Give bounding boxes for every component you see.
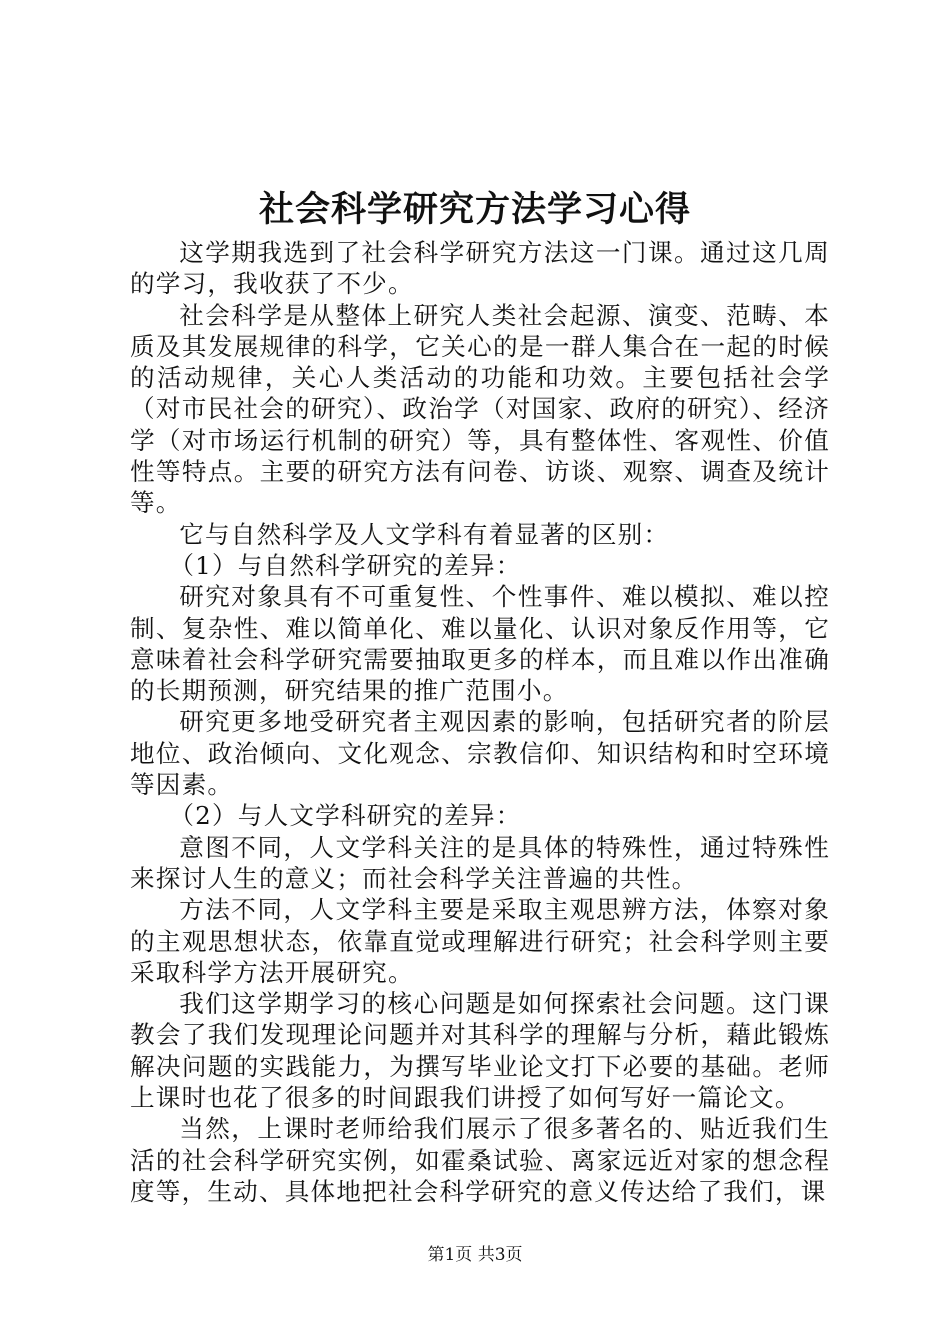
paragraph: 研究更多地受研究者主观因素的影响，包括研究者的阶层地位、政治倾向、文化观念、宗教信仰、知识结构和时空环境等因素。 [130, 707, 830, 800]
paragraph: 它与自然科学及人文学科有着显著的区别： [179, 519, 670, 549]
document-body [130, 237, 830, 1207]
document-title: 社会科学研究方法学习心得 [258, 189, 691, 230]
paragraph: 方法不同，人文学科主要是采取主观思辨方法，体察对象的主观思想状态，依靠直觉或理解进行研究；社会科学则主要采取科学方法开展研究。 [130, 895, 830, 987]
paragraph: 社会科学是从整体上研究人类社会起源、演变、范畴、本质及其发展规律的科学，它关心的是一群人集合在一起的时候的活动规律，关心人类活动的功能和功效。主要包括社会学（对市民社会的研究）、政治学（对国家、政府的研究）、经济学（对市场运行机制的研究）等，具有整体性、客观性、价值性等特点。主要的研究方法有问卷、访谈、观察、调查及统计等。 [130, 300, 830, 518]
paragraph: 这学期我选到了社会科学研究方法这一门课。通过这几周的学习，我收获了不少。 [130, 238, 830, 299]
subheading: （1）与自然科学研究的差异： [169, 550, 522, 580]
paragraph: 我们这学期学习的核心问题是如何探索社会问题。这门课教会了我们发现理论问题并对其科学的理解与分析，藉此锻炼解决问题的实践能力，为撰写毕业论文打下必要的基础。老师上课时也花了很多的时间跟我们讲授了如何写好一篇论文。 [130, 989, 830, 1113]
subheading: （2）与人文学科研究的差异： [169, 801, 522, 831]
page-footer: 第1页 共3页 [427, 1245, 523, 1265]
paragraph: 研究对象具有不可重复性、个性事件、难以模拟、难以控制、复杂性、难以简单化、难以量化、认识对象反作用等，它意味着社会科学研究需要抽取更多的样本，而且难以作出准确的长期预测，研究结果的推广范围小。 [130, 582, 830, 706]
paragraph: 当然，上课时老师给我们展示了很多著名的、贴近我们生活的社会科学研究实例，如霍桑试验、离家远近对家的想念程度等，生动、具体地把社会科学研究的意义传达给了我们，课 [130, 1114, 830, 1206]
paragraph: 意图不同，人文学科关注的是具体的特殊性，通过特殊性来探讨人生的意义；而社会科学关注普遍的共性。 [130, 832, 830, 893]
